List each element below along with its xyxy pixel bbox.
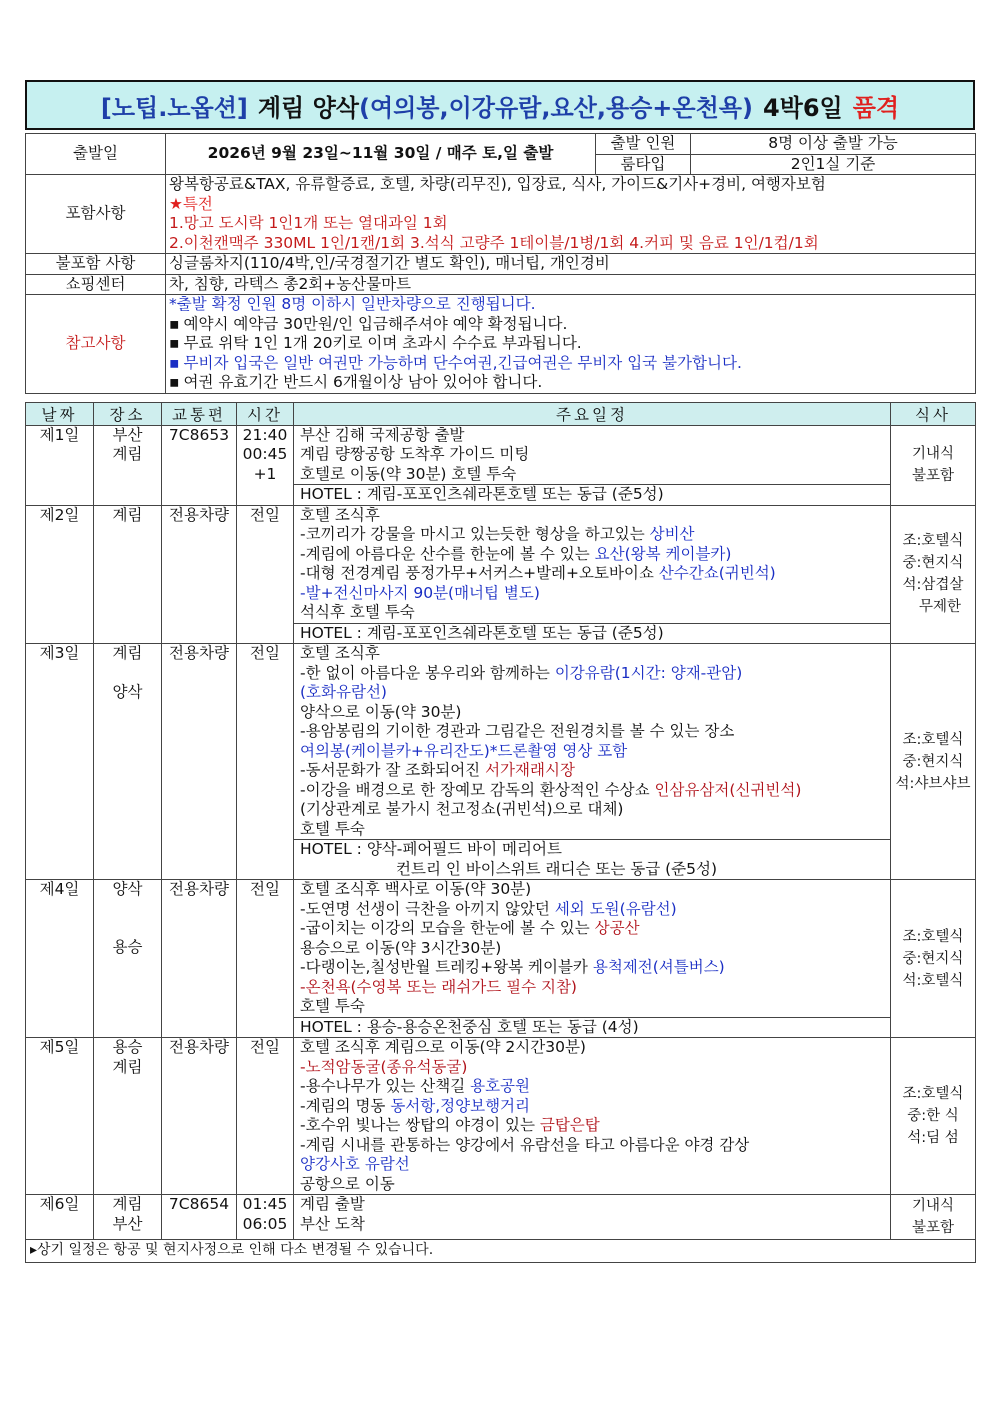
itinerary-line: 석식후 호텔 투숙 [300,603,415,621]
day-meal [891,1195,976,1240]
footer-row [26,1240,976,1263]
place-line: 계림 [112,1057,143,1076]
day-row [26,505,976,644]
hotel-line [294,839,890,879]
itinerary-text: -굽이치는 이강의 모습을 한눈에 볼 수 있는 [300,919,595,937]
header-itinerary: 주요일정 [294,402,891,425]
meal-line: 석:삼겹살 [902,577,964,594]
header-day: 날짜 [26,402,94,425]
special-line-1: 1.망고 도시락 1인1개 또는 열대과일 1회 [169,214,448,232]
itinerary-highlight: 금탑은탑 [539,1116,600,1134]
itinerary-line: 여의봉(케이블카+유리잔도)*드론촬영 영상 포함 [300,741,628,760]
day-label: 제1일 [26,425,94,505]
day-transport: 전용차량 [162,880,237,1038]
itinerary-line: 부산 김해 국제공항 출발 [300,425,465,444]
itinerary-highlight: 산수간쇼(귀빈석) [658,564,776,582]
day-row [26,1195,976,1240]
itinerary-highlight: 상공산 [594,919,640,937]
itinerary-line [300,958,884,978]
itinerary-highlight: 요산(왕복 케이블카) [594,544,732,563]
itinerary-highlight: 인삼유삼저(신귀빈석) [654,780,802,799]
day-transport: 전용차량 [162,1038,237,1195]
itinerary-line [300,761,884,781]
schedule-header-row [26,402,976,425]
itinerary-highlight: 상비산 [649,525,695,543]
day-itinerary [294,425,891,505]
day-place [94,644,162,880]
itinerary-text: -계림의 명동 [300,1096,391,1115]
meal-line: 불포함 [911,468,955,484]
note-item: *출발 확정 인원 8명 이하시 일반차량으로 진행됩니다. [169,295,536,313]
departure-value: 2026년 9월 23일~11월 30일 / 매주 토,일 출발 [166,134,596,175]
itinerary-line [300,781,884,801]
meal-line: 석:딤 섬 [907,1130,959,1146]
note-item: ▪ 여권 유효기간 반드시 6개월이상 남아 있어야 합니다. [169,373,972,393]
itinerary-highlight: 세외 도원(유람선) [554,899,677,918]
day-transport: 전용차량 [162,644,237,880]
day-label: 제3일 [26,644,94,880]
day-time: 전일 [237,880,294,1038]
included-cell [166,175,976,254]
time-line: 21:40 [242,425,288,444]
day-label: 제5일 [26,1038,94,1195]
shopping-value: 차, 침향, 라텍스 총2회+농산물마트 [166,274,976,295]
room-label: 룸타입 [596,154,691,175]
day-label: 제4일 [26,880,94,1038]
header-transport: 교통편 [162,402,237,425]
itinerary-line: -발+전신마사지 90분(매너팁 별도) [300,583,540,602]
note-item: ▪ 무비자 입국은 일반 여권만 가능하며 단수여권,긴급여권은 무비자 입국 불가합니다. [169,354,972,374]
day-itinerary [294,1038,891,1195]
day-place [94,880,162,1038]
title-bracket: [노팁.노옵션] [100,93,248,122]
departure-label: 출발일 [26,134,166,175]
itinerary-line: 양강사호 유람선 [300,1155,410,1173]
time-line: 06:05 [242,1214,288,1233]
day-time: 전일 [237,644,294,880]
day-meal [891,644,976,880]
day-itinerary [294,880,891,1038]
place-line: 계림 [112,1195,143,1213]
excluded-label: 불포함 사항 [26,254,166,275]
itinerary-line: 양삭으로 이동(약 30분) [300,702,462,721]
meal-line: 중:한 식 [907,1108,959,1124]
day-meal [891,880,976,1038]
itinerary-line: (기상관계로 불가시 천고정쇼(귀빈석)으로 대체) [300,800,624,818]
day-transport: 전용차량 [162,505,237,644]
place-line: 부산 [112,1214,143,1233]
header-time: 시간 [237,402,294,425]
header-place: 장소 [94,402,162,425]
page-title [25,80,975,130]
itinerary-line: 공항으로 이동 [300,1174,395,1193]
day-transport: 7C8654 [162,1195,237,1240]
itinerary-text: -코끼리가 강물을 마시고 있는듯한 형상을 하고있는 [300,525,650,543]
excluded-value: 싱글룸차지(110/4박,인/국경절기간 별도 확인), 매너팁, 개인경비 [166,254,976,275]
group-label: 출발 인원 [596,134,691,155]
itinerary-line [300,545,884,565]
itinerary-line: 호텔 투숙 [300,819,365,838]
itinerary-line [300,564,884,584]
itinerary-line: 용승으로 이동(약 3시간30분) [300,938,502,957]
header-meal: 식사 [891,402,976,425]
day-time [237,425,294,505]
special-label: ★특전 [169,194,213,213]
itinerary-text: -용수나무가 있는 산책길 [300,1077,471,1095]
itinerary-line [300,1077,884,1097]
itinerary-line: 계림 량짱공항 도착후 가이드 미팅 [300,445,530,463]
day-time: 전일 [237,1038,294,1195]
day-time [237,1195,294,1240]
itinerary-line: (호화유람선) [300,683,387,701]
itinerary-text: -계림에 아름다운 산수를 한눈에 볼 수 있는 [300,544,595,563]
itinerary-line: 계림 출발 [300,1195,365,1213]
itinerary-line: -용암봉림의 기이한 경관과 그림같은 전원경치를 볼 수 있는 장소 [300,722,735,740]
itinerary-page [25,80,975,1263]
time-line: 00:45 [242,445,288,463]
hotel-text: 컨트리 인 바이스위트 래디슨 또는 동급 (준5성) [396,859,718,878]
itinerary-line: -노적암동굴(종유석동굴) [300,1057,468,1076]
meal-line: 중:현지식 [902,950,964,967]
meal-line: 기내식 [911,1198,955,1214]
itinerary-line: -온천욕(수영복 또는 래쉬가드 필수 지참) [300,977,577,996]
itinerary-text: -다랭이논,칠성반월 트레킹+왕복 케이블카 [300,958,593,976]
day-meal [891,425,976,505]
meal-line: 무제한 [918,599,962,616]
itinerary-text: -이강을 배경으로 한 장예모 감독의 환상적인 수상쇼 [300,780,655,799]
day-label: 제2일 [26,505,94,644]
time-line: +1 [253,464,277,483]
itinerary-highlight: 서가재래시장 [485,761,575,779]
itinerary-line [300,525,884,545]
meal-line: 기내식 [911,446,955,462]
itinerary-line: 부산 도착 [300,1214,365,1233]
info-table [25,133,976,394]
itinerary-line: 호텔 조식후 백사로 이동(약 30분) [300,880,532,898]
time-line: 01:45 [242,1195,288,1213]
day-row [26,425,976,505]
place-line: 용승 [112,1038,143,1056]
itinerary-line [300,664,884,684]
itinerary-line: 호텔 조식후 [300,644,380,662]
title-main: 계림 양삭 [257,93,359,122]
pointer-icon: ▸ [30,1242,38,1258]
meal-line: 중:현지식 [902,555,964,572]
day-place: 계림 [94,505,162,644]
included-line: 왕복항공료&TAX, 유류할증료, 호텔, 차량(리무진), 입장료, 식사, 가이드&기사+경비, 여행자보험 [169,175,826,193]
meal-line: 석:호텔식 [902,972,964,989]
itinerary-line [300,919,884,939]
day-time: 전일 [237,505,294,644]
day-place [94,1195,162,1240]
itinerary-line: 호텔로 이동(약 30분) 호텔 투숙 [300,464,517,483]
room-value: 2인1실 기준 [691,154,976,175]
day-row [26,1038,976,1195]
place-line: 용승 [112,937,143,956]
itinerary-text: -동서문화가 잘 조화되어진 [300,761,486,779]
itinerary-text: -도연명 선생이 극찬을 아끼지 않았던 [300,899,555,918]
itinerary-highlight: 이강유람(1시간: 양재-관암) [554,663,743,682]
group-value: 8명 이상 출발 가능 [691,134,976,155]
day-place [94,425,162,505]
title-duration: 4박6일 [762,93,843,122]
footer-note-text: 상기 일정은 항공 및 현지사정으로 인해 다소 변경될 수 있습니다. [37,1242,434,1258]
meal-line: 석:샤브샤브 [895,775,971,792]
day-meal [891,1038,976,1195]
schedule-table [25,402,976,1263]
notes-cell [166,295,976,394]
day-transport: 7C8653 [162,425,237,505]
itinerary-line: 호텔 투숙 [300,997,365,1015]
place-line: 계림 [112,644,143,662]
itinerary-line: 호텔 조식후 계림으로 이동(약 2시간30분) [300,1038,586,1056]
day-row [26,644,976,880]
itinerary-line [300,1097,884,1117]
itinerary-highlight: 용척제전(셔틀버스) [592,958,725,976]
itinerary-text: -한 없이 아름다운 봉우리와 함께하는 [300,663,555,682]
day-itinerary [294,1195,891,1240]
shopping-label: 쇼핑센터 [26,274,166,295]
hotel-line: HOTEL : 계림-포포인츠쉐라톤호텔 또는 동급 (준5성) [294,484,890,505]
day-place [94,1038,162,1195]
itinerary-line: -계림 시내를 관통하는 양강에서 유람선을 타고 아름다운 야경 감상 [300,1135,750,1154]
meal-line: 조:호텔식 [902,533,964,550]
included-label: 포함사항 [26,175,166,254]
place-line: 계림 [112,445,143,463]
meal-line: 불포함 [911,1220,955,1236]
itinerary-text: -호수위 빛나는 쌍탑의 야경이 있는 [300,1116,540,1134]
day-itinerary [294,644,891,880]
itinerary-line [300,900,884,920]
day-row [26,880,976,1038]
place-line: 양삭 [112,682,143,701]
hotel-line: HOTEL : 계림-포포인츠쉐라톤호텔 또는 동급 (준5성) [294,623,890,644]
meal-line: 조:호텔식 [902,928,964,945]
itinerary-line [300,1116,884,1136]
hotel-text: HOTEL : 양삭-페어필드 바이 메리어트 [300,840,562,858]
itinerary-text: -대형 전경계림 풍정가무+서커스+발레+오토바이쇼 [300,564,659,582]
special-line-2: 2.이천캔맥주 330ML 1인/1캔/1회 3.석식 고량주 1테이블/1병/1회 4.커피 및 음료 1인/1컵/1회 [169,233,819,252]
meal-line: 조:호텔식 [902,1086,964,1102]
itinerary-highlight: 용호공원 [470,1077,531,1095]
hotel-line: HOTEL : 용승-용승온천중심 호텔 또는 동급 (4성) [294,1017,890,1038]
footer-note [26,1240,976,1263]
title-grade: 품격 [852,93,900,122]
day-label: 제6일 [26,1195,94,1240]
itinerary-highlight: 동서항,정양보행거리 [390,1096,530,1115]
place-line: 부산 [112,425,143,444]
place-line: 양삭 [112,880,143,898]
notes-label: 참고사항 [26,295,166,394]
title-paren: (여의봉,이강유람,요산,용승+온천욕) [358,93,753,122]
meal-line: 중:현지식 [902,753,964,770]
note-item: ▪ 예약시 예약금 30만원/인 입금해주셔야 예약 확정됩니다. [169,315,972,335]
note-item: ▪ 무료 위탁 1인 1개 20키로 이며 초과시 수수료 부과됩니다. [169,334,972,354]
day-meal [891,505,976,644]
meal-line: 조:호텔식 [902,731,964,748]
day-itinerary [294,505,891,644]
itinerary-line: 호텔 조식후 [300,505,380,524]
